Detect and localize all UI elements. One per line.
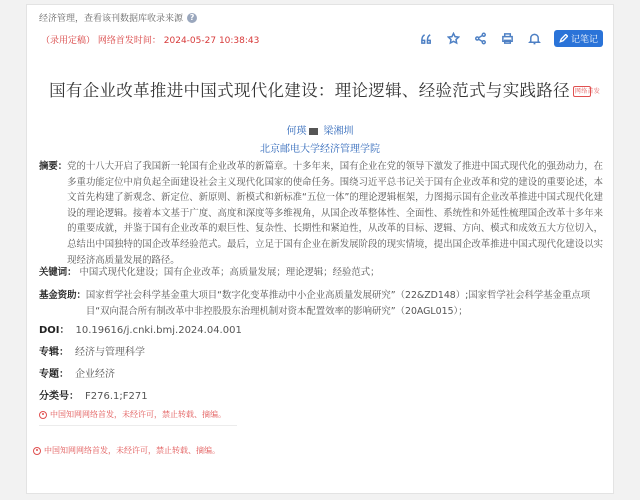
- doi-value: 10.19616/j.cnki.bmj.2024.04.001: [75, 325, 242, 336]
- subject-row: [39, 367, 603, 383]
- fund-section: [39, 288, 603, 319]
- author-link[interactable]: 梁湘圳: [323, 126, 354, 137]
- abstract-text: 党的十八大开启了我国新一轮国有企业改革的新篇章。十多年来，国有企业在党的领导下激发了推进中国式现代化的强劲动力，在多重功能定位中肩负起全面建设社会主义现代化国家的使命任务。围绕习近平总书记关于国有企业改革和党的建设的重要论述，本文首先构建了新观念、新定位、新原则、新模式和新标准“五位一体”的理论逻辑框架，力图揭示国有企业改革推进中国式现代化建设的理论逻辑。接着本文基于广度、高度和深度等多维视角，从国企改革整体性、全面性、系统性和外延性梳理国企改革十多年来的重要成就，并鉴于国有企业改革的艰巨性、复杂性、长期性和紧迫性，从改革的目标、逻辑、方向、模式和成效五大方位切入，总结出中国独特的国企改革经验范式。最后，立足于国有企业在新发展阶段的现实情境，提出国企改革推进中国式现代化建设以实现经济高质量发展的路径。: [67, 161, 603, 266]
- divider: [39, 425, 237, 426]
- share-icon[interactable]: [473, 31, 489, 47]
- copyright-warning-text: 中国知网网络首发，未经许可，禁止转载、摘编。: [50, 410, 226, 419]
- source-note[interactable]: [39, 11, 197, 24]
- publish-label: 网络首发时间：: [97, 36, 161, 46]
- source-note-text[interactable]: 经济管理，查看该刊数据库收录来源: [39, 14, 184, 24]
- bell-icon[interactable]: [527, 31, 543, 47]
- copyright-warning: [33, 445, 220, 456]
- publish-time: 2024-05-27 10:38:43: [163, 36, 260, 46]
- copyright-warning: [39, 409, 226, 420]
- toolbar: [419, 30, 603, 47]
- quote-icon[interactable]: [419, 31, 435, 47]
- take-note-button[interactable]: [554, 30, 603, 47]
- cnki-mark-icon: [33, 447, 41, 455]
- abstract-label: 摘要：: [39, 161, 68, 172]
- author-link[interactable]: 何瑛: [286, 126, 307, 137]
- online-first-badge: 网络首发: [574, 88, 601, 95]
- keywords-list[interactable]: 中国式现代化建设；国有企业改革；高质量发展；理论逻辑；经验范式；: [79, 267, 380, 278]
- mail-icon[interactable]: [309, 128, 318, 135]
- subject-label: 专题：: [39, 369, 69, 380]
- cnki-mark-icon: [39, 411, 47, 419]
- article-title: [27, 77, 613, 101]
- fund-text[interactable]: 国家哲学社会科学基金重大项目“数字化变革推动中小企业高质量发展研究”（22&ZD148）;国家哲学社会科学基金重点项目“双向混合所有制改革中非控股股东治理机制对资本配置效率的影响研究”（20AGL015）；: [85, 290, 591, 317]
- keywords-section: [39, 265, 603, 281]
- classification-label: 分类号：: [39, 391, 79, 402]
- star-icon[interactable]: [446, 31, 462, 47]
- keywords-label: 关键词：: [39, 267, 77, 278]
- author-list: [27, 122, 613, 137]
- classification-row: [39, 389, 603, 405]
- copyright-warning-text: 中国知网网络首发，未经许可，禁止转载、摘编。: [44, 446, 220, 455]
- affiliation-link[interactable]: 北京邮电大学经济管理学院: [260, 144, 380, 155]
- fund-label: 基金资助：: [39, 290, 86, 301]
- info-icon[interactable]: ?: [187, 13, 197, 23]
- publish-tag: （录用定稿）: [41, 36, 96, 46]
- print-icon[interactable]: [500, 31, 516, 47]
- article-title-text: 国有企业改革推进中国式现代化建设：理论逻辑、经验范式与实践路径: [49, 81, 570, 100]
- classification-value: F276.1;F271: [85, 391, 148, 402]
- article-page: [26, 4, 614, 494]
- doi-label: DOI：: [39, 325, 70, 336]
- pencil-icon: [559, 34, 568, 43]
- abstract-section: [39, 159, 603, 268]
- doi-row: [39, 323, 603, 339]
- column-row: [39, 345, 603, 361]
- take-note-label: 记笔记: [570, 35, 598, 45]
- column-value: 经济与管理科学: [75, 347, 145, 358]
- publish-time-row: [41, 33, 259, 46]
- subject-value: 企业经济: [75, 369, 115, 380]
- column-label: 专辑：: [39, 347, 69, 358]
